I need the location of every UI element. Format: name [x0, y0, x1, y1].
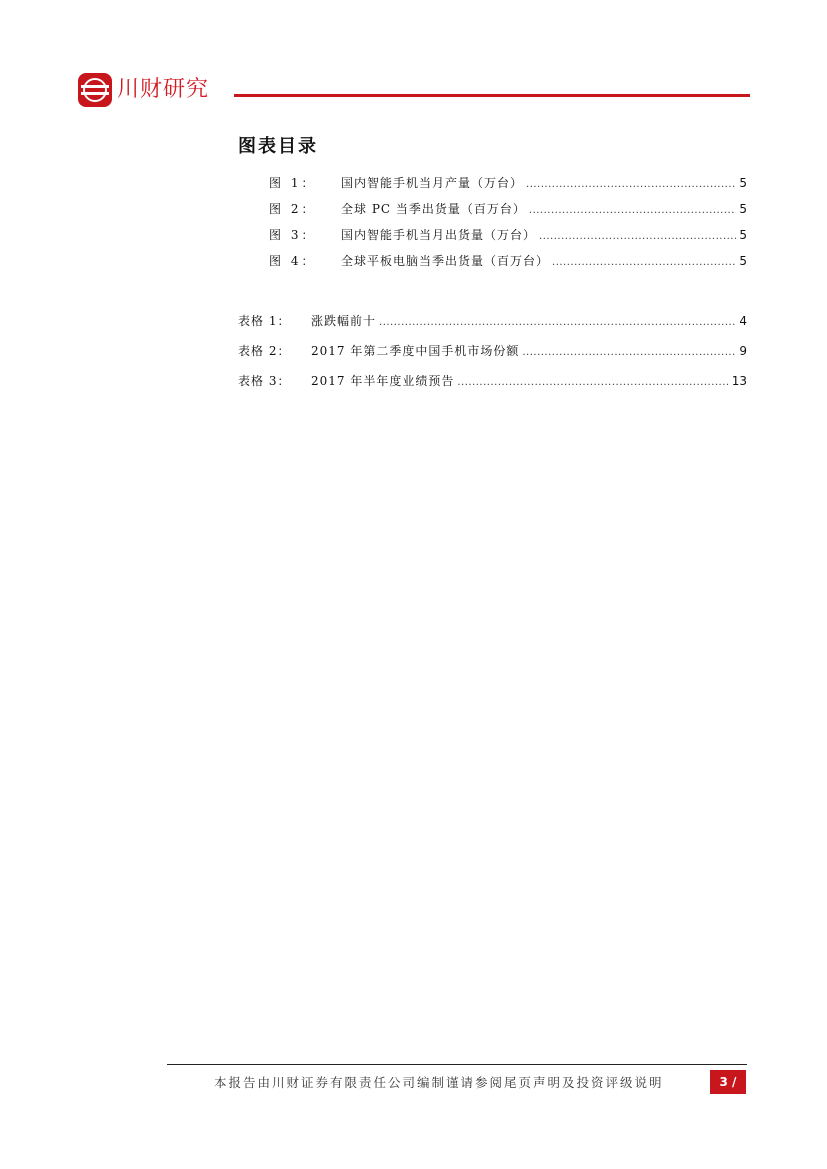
entry-label: 图 3： — [269, 228, 317, 242]
entry-label: 图 4： — [269, 254, 317, 268]
toc-title: 图表目录 — [238, 136, 318, 157]
brand-name: 川财研究 — [117, 77, 210, 102]
toc-figure-entry[interactable] — [269, 226, 747, 244]
entry-page: 5 — [739, 254, 747, 268]
entry-label: 表格 2： — [238, 344, 291, 358]
entry-label: 图 2： — [269, 202, 317, 216]
entry-label: 图 1： — [269, 176, 317, 190]
toc-figure-entry[interactable] — [269, 174, 747, 192]
logo-ring-shape — [83, 78, 107, 102]
header-rule — [234, 94, 750, 97]
entry-page: 5 — [739, 202, 747, 216]
footer-rule — [167, 1064, 747, 1065]
entry-title: 全球平板电脑当季出货量（百万台） — [341, 254, 550, 268]
dot-leader — [457, 374, 728, 392]
toc-table-entry[interactable] — [238, 342, 747, 360]
dot-leader — [526, 176, 736, 194]
toc-table-entry[interactable] — [238, 372, 747, 390]
entry-title: 国内智能手机当月出货量（万台） — [341, 228, 537, 242]
entry-page: 13 — [731, 374, 747, 388]
entry-page: 4 — [739, 314, 747, 328]
entry-title: 全球 PC 当季出货量（百万台） — [341, 202, 526, 216]
dot-leader — [552, 254, 736, 272]
toc-table-entry[interactable] — [238, 312, 747, 330]
toc-figure-entry[interactable] — [269, 252, 747, 270]
entry-title: 2017 年半年度业绩预告 — [311, 374, 455, 388]
dot-leader — [529, 202, 736, 220]
dot-leader — [522, 344, 736, 362]
logo-bar-top — [81, 85, 109, 88]
page-number-badge: 3 / 18 — [710, 1070, 746, 1094]
entry-page: 9 — [739, 344, 747, 358]
chuancai-logo-icon — [78, 73, 112, 107]
toc-figure-entry[interactable] — [269, 200, 747, 218]
dot-leader — [539, 228, 736, 246]
entry-label: 表格 1： — [238, 314, 291, 328]
entry-title: 涨跌幅前十 — [311, 314, 377, 328]
entry-title: 2017 年第二季度中国手机市场份额 — [311, 344, 520, 358]
entry-page: 5 — [739, 176, 747, 190]
logo-bar-bottom — [81, 92, 109, 95]
entry-label: 表格 3： — [238, 374, 291, 388]
dot-leader — [379, 314, 736, 332]
entry-title: 国内智能手机当月产量（万台） — [341, 176, 524, 190]
footer-disclaimer: 本报告由川财证券有限责任公司编制谨请参阅尾页声明及投资评级说明 — [214, 1075, 664, 1090]
entry-page: 5 — [739, 228, 747, 242]
